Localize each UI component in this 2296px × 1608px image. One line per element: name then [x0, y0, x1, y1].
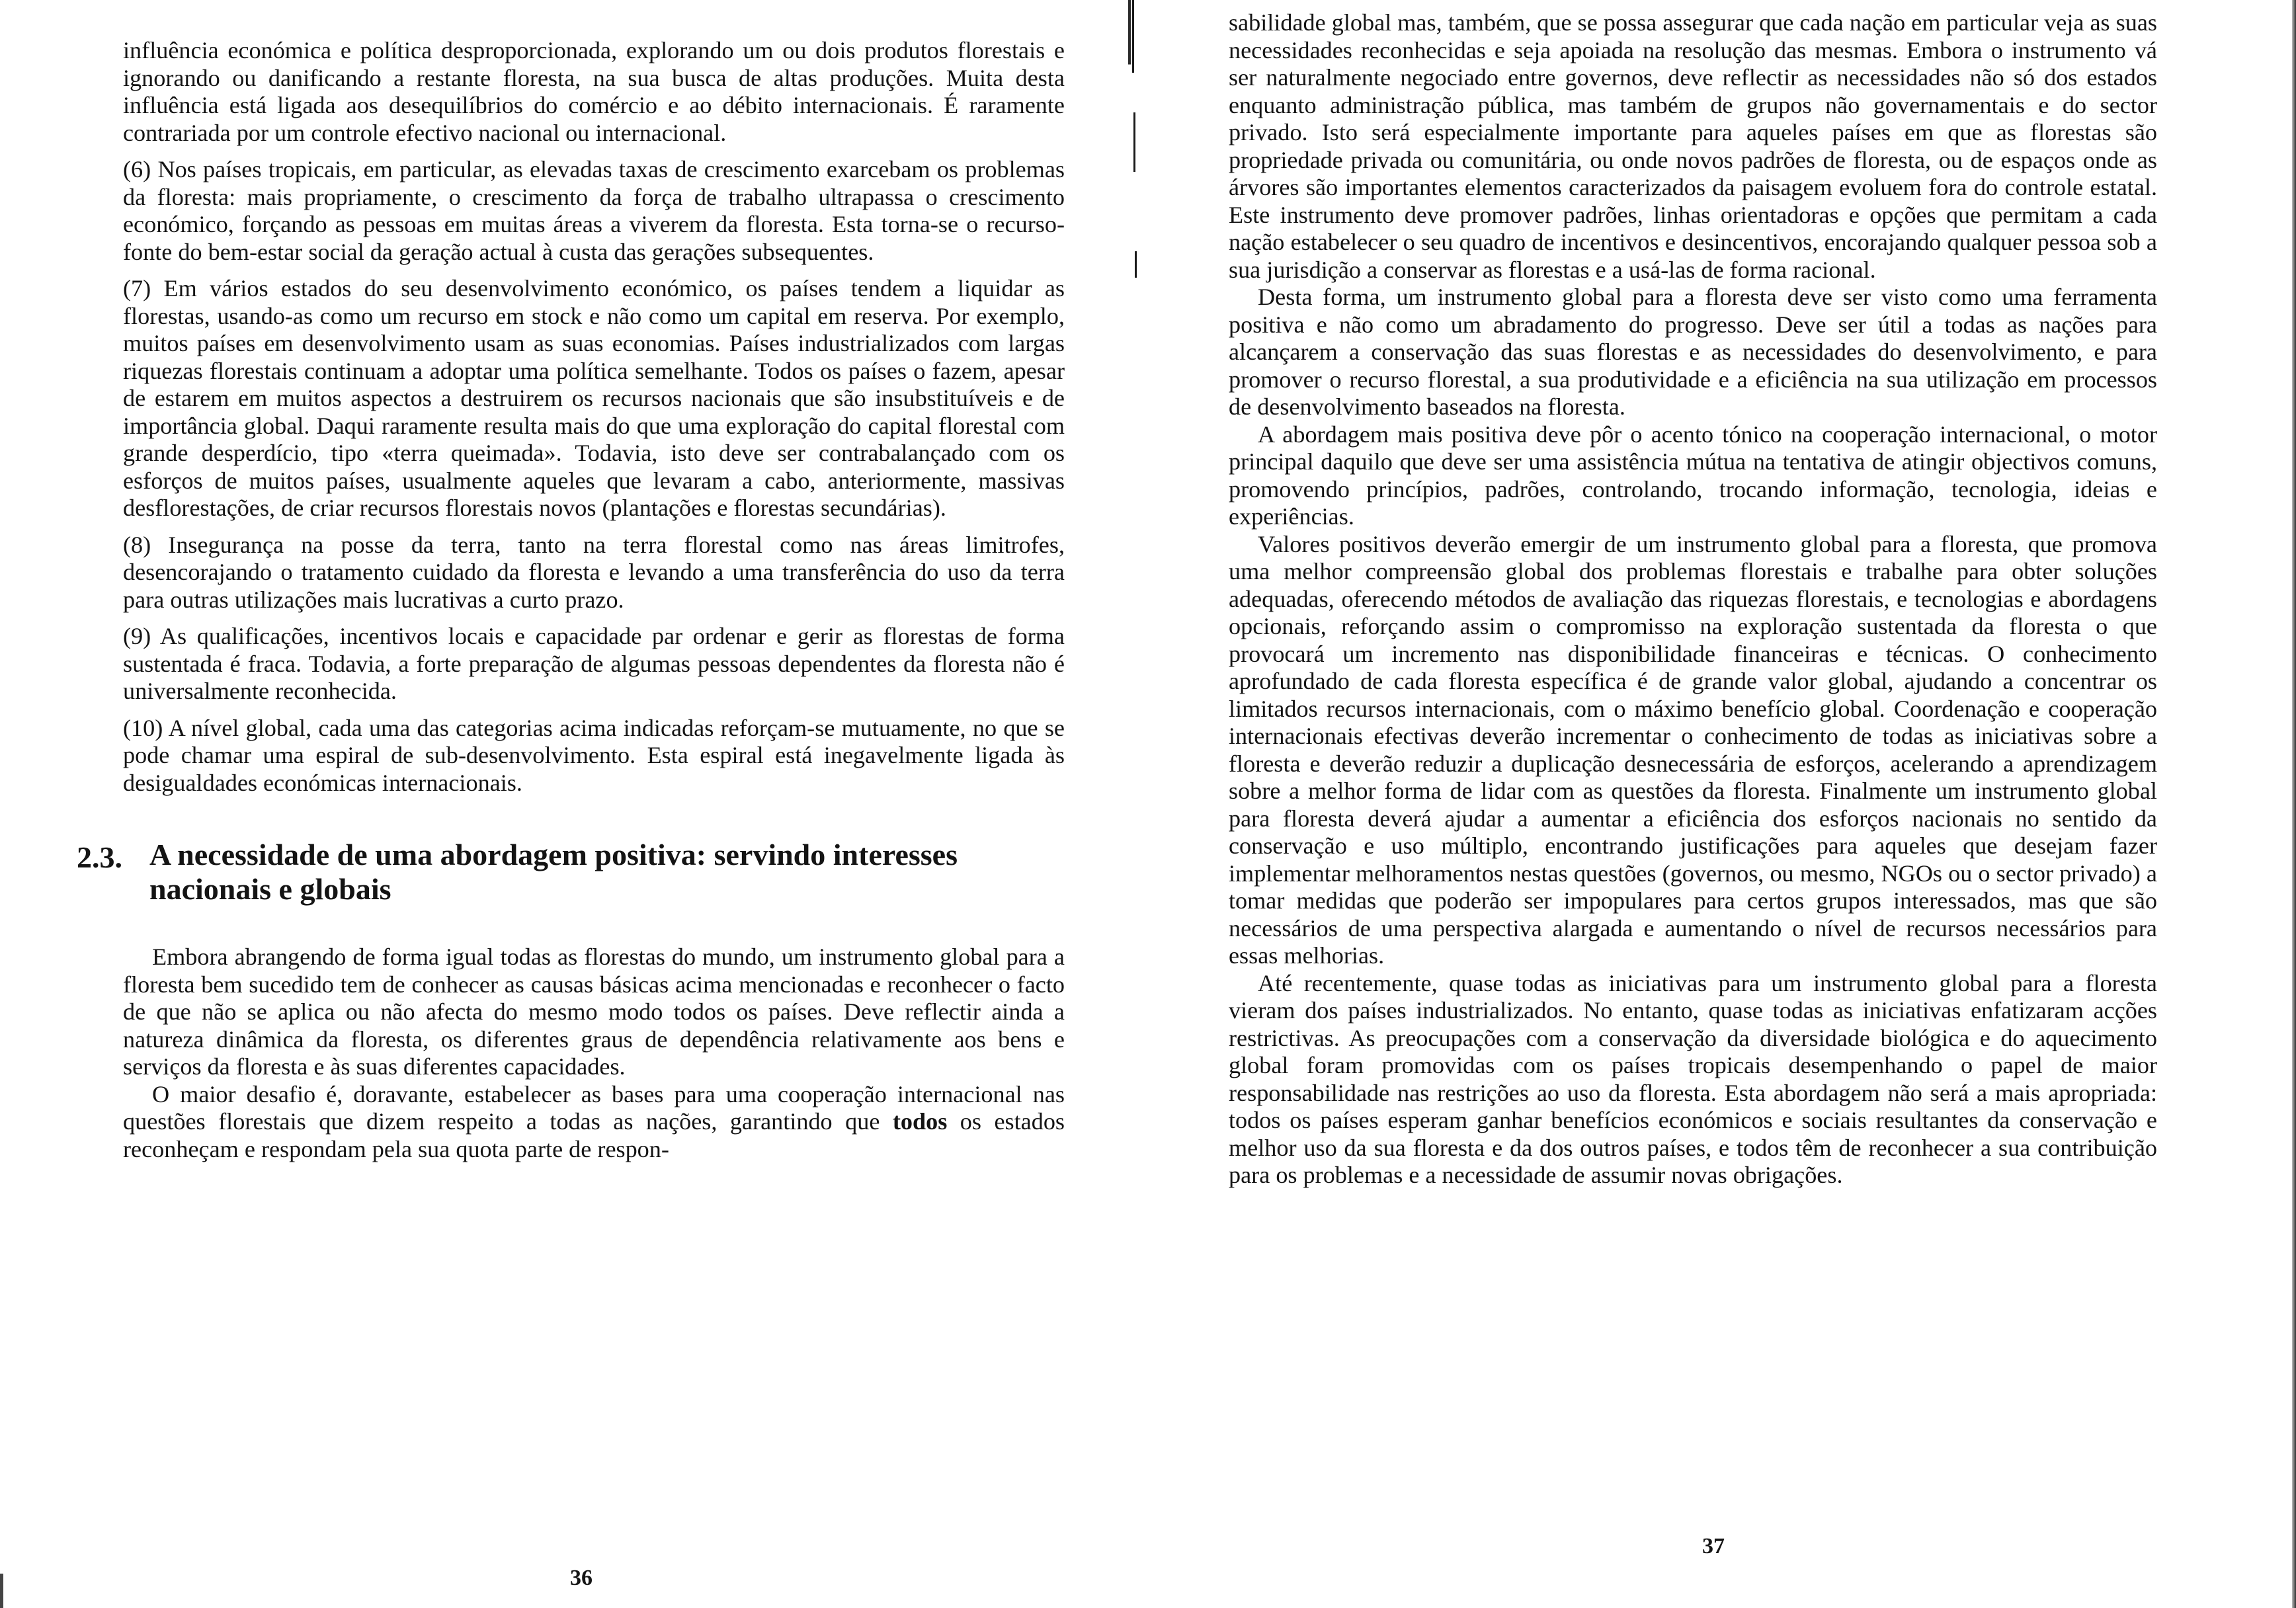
- emphasis-todos: todos: [892, 1108, 948, 1135]
- gutter-mark: [1135, 251, 1137, 278]
- last-paragraph-after: os estados reconheçam e respondam pela sua quota parte de respon-: [123, 1108, 1065, 1162]
- paragraph: Desta forma, um instrumento global para a floresta deve ser visto como uma ferramenta positiva e não como um abradamento do progresso. Deve ser útil a todas as nações para alcançarem a conservação das suas florestas e as necessidades do desenvolvimento, e para promover o recurso florestal, a sua produtividade e a eficiência na sua utilização em processos de desenvolvimento baseados na floresta.: [1229, 284, 2157, 420]
- paragraph: Valores positivos deverão emergir de um instrumento global para a floresta, que promova uma melhor compreensão global dos problemas florestais e trabalhe para obter soluções adequadas, oferecendo métodos de avaliação das riquezas florestais, e tecnologias e abordagens opcionais, reforçando assim o compromisso na exploração sustentada da floresta o que provocará um incremento nas disponibilidade financeiras e técnicas. O conhecimento aprofundado de cada floresta específica é de grande valor global, ajudando a concentrar os limitados recursos internacionais, com o máximo benefício global. Coordenação e cooperação internacionais efectivas deverão incrementar o conhecimento de todas as iniciativas sobre a floresta e deverão reduzir a duplicação desnecessária de esforços, acelerando a aprendizagem sobre a melhor forma de lidar com as questões da floresta. Finalmente um instrumento global para floresta deverá ajudar a aumentar a eficiência dos esforços nacionais no sentido da conservação e uso múltiplo, encontrando justificações para aqueles que desejam fazer implementar melhoramentos nestas questões (governos, ou mesmo, NGOs ou o sector privado) a tomar medidas que poderão ser impopulares para certos grupos interessados, mas que são necessários de uma perspectiva alargada e aumentando o nível de recursos necessários para essas melhorias.: [1229, 530, 2157, 969]
- paragraph-item-9: (9) As qualificações, incentivos locais e capacidade par ordenar e gerir as florestas de forma sustentada é fraca. Todavia, a forte preparação de algumas pessoas dependentes da floresta não é universalmente reconhecida.: [123, 623, 1065, 704]
- paragraph-item-6: (6) Nos países tropicais, em particular, as elevadas taxas de crescimento exarcebam os problemas da floresta: mais propriamente, o crescimento da força de trabalho ultrapassa o crescimento económico, forçando as pessoas em muitas áreas a viverem da floresta. Esta torna-se o recurso-fonte do bem-estar social da geração actual à custa das gerações subsequentes.: [123, 156, 1065, 265]
- section-number: 2.3.: [77, 840, 122, 874]
- gutter-shadow: [1128, 0, 1131, 1608]
- paragraph-continued: sabilidade global mas, também, que se possa assegurar que cada nação em particular veja as suas necessidades reconhecidas e seja apoiada na resolução das mesmas. Embora o instrumento vá ser naturalmente negociado entre governos, deve reflectir as necessidades não só dos estados enquanto administração pública, mas também de grupos não governamentais e do sector privado. Isto será especialmente importante para aqueles países em que as florestas são propriedade privada ou comunitária, ou onde novos padrões de floresta, ou de espaços onde as árvores são importantes elementos caracterizados da paisagem evoluem fora do controle estatal. Este instrumento deve promover padrões, linhas orientadoras e opções que permitam a cada nação estabelecer o seu quadro de incentivos e desincentivos, encorajando qualquer pessoa sob a sua jurisdição a conservar as florestas e a usá-las de forma racional.: [1229, 9, 2157, 283]
- right-page: [1148, 0, 2296, 1608]
- scan-edge-right: [2292, 0, 2296, 1608]
- paragraph-item-8: (8) Insegurança na posse da terra, tanto na terra florestal como nas áreas limitrofes, desencorajando o tratamento cuidado da floresta e levando a uma transferência do uso da terra para outras utilizações mais lucrativas a curto prazo.: [123, 531, 1065, 613]
- last-paragraph-before: O maior desafio é, doravante, estabelecer as bases para uma cooperação internacional nas questões florestais que dizem respeito a todas as nações, garantindo que: [123, 1080, 1065, 1135]
- paragraph: A abordagem mais positiva deve pôr o acento tónico na cooperação internacional, o motor principal daquilo que deve ser uma assistência mútua na tentativa de atingir objectivos comuns, promovendo princípios, padrões, controlando, trocando informação, tecnologia, ideias e experiências.: [1229, 421, 2157, 530]
- page-number-right: 37: [1702, 1534, 1725, 1558]
- paragraph: Até recentemente, quase todas as iniciativas para um instrumento global para a floresta vieram dos países industrializados. No entanto, quase todas as iniciativas enfatizaram acções restrictivas. As preocupações com a conservação da diversidade biológica e do aquecimento global foram promovidas com os países tropicais desempenhando o papel de maior responsabilidade nas restrições ao uso da floresta. Esta abordagem não será a mais apropriada: todos os países esperam ganhar benefícios económicos e sociais resultantes da conservação e melhor uso da sua floresta e da dos outros países, e todos têm de reconhecer a sua contribuição para os problemas e a necessidade de assumir novas obrigações.: [1229, 969, 2157, 1188]
- paragraph-continued: influência económica e política desproporcionada, explorando um ou dois produtos florestais e ignorando ou danificando a restante floresta, na sua busca de altas produções. Muita desta influência está ligada aos desequilíbrios do comércio e ao débito internacionais. É raramente contrariada por um controle efectivo nacional ou internacional.: [123, 37, 1065, 146]
- paragraph-item-10: (10) A nível global, cada uma das categorias acima indicadas reforçam-se mutuamente, no que se pode chamar uma espiral de sub-desenvolvimento. Esta espiral está inegavelmente ligada às desigualdades económicas internacionais.: [123, 714, 1065, 796]
- left-text-column: [77, 37, 1065, 1163]
- page-number-left: 36: [570, 1566, 593, 1590]
- section-paragraph: Embora abrangendo de forma igual todas as florestas do mundo, um instrumento global para a floresta bem sucedido tem de conhecer as causas básicas acima mencionadas e reconhecer o facto de que não se aplica ou não afecta do mesmo modo todos os países. Deve reflectir ainda a natureza dinâmica da floresta, os diferentes graus de dependência relativamente aos bens e serviços da floresta e às suas diferentes capacidades.: [123, 944, 1065, 1080]
- section-heading: [77, 838, 1065, 906]
- right-text-column: [1229, 9, 2157, 1189]
- section-title: A necessidade de uma abordagem positiva: servindo interesses nacionais e globais: [149, 838, 958, 906]
- paragraph-item-7: (7) Em vários estados do seu desenvolvimento económico, os países tendem a liquidar as florestas, usando-as como um recurso em stock e não como um capital em reserva. Por exemplo, muitos países em desenvolvimento usam as suas economias. Países industrializados com largas riquezas florestais continuam a adoptar uma política semelhante. Todos os países o fazem, apesar de estarem em muitos aspectos a destruirem os recursos nacionais que são insubstituíveis e de importância global. Daqui raramente resulta mais do que uma exploração do capital florestal com grande desperdício, tipo «terra queimada». Todavia, isto deve ser contrabalançado com os esforços de muitos países, usualmente aqueles que levaram a cabo, anteriormente, massivas desflorestações, de criar recursos florestais novos (plantações e florestas secundárias).: [123, 275, 1065, 521]
- scan-edge-left: [0, 1574, 3, 1608]
- section-paragraph-last: [123, 1081, 1065, 1164]
- gutter-mark: [1132, 0, 1134, 73]
- gutter-mark: [1133, 112, 1135, 172]
